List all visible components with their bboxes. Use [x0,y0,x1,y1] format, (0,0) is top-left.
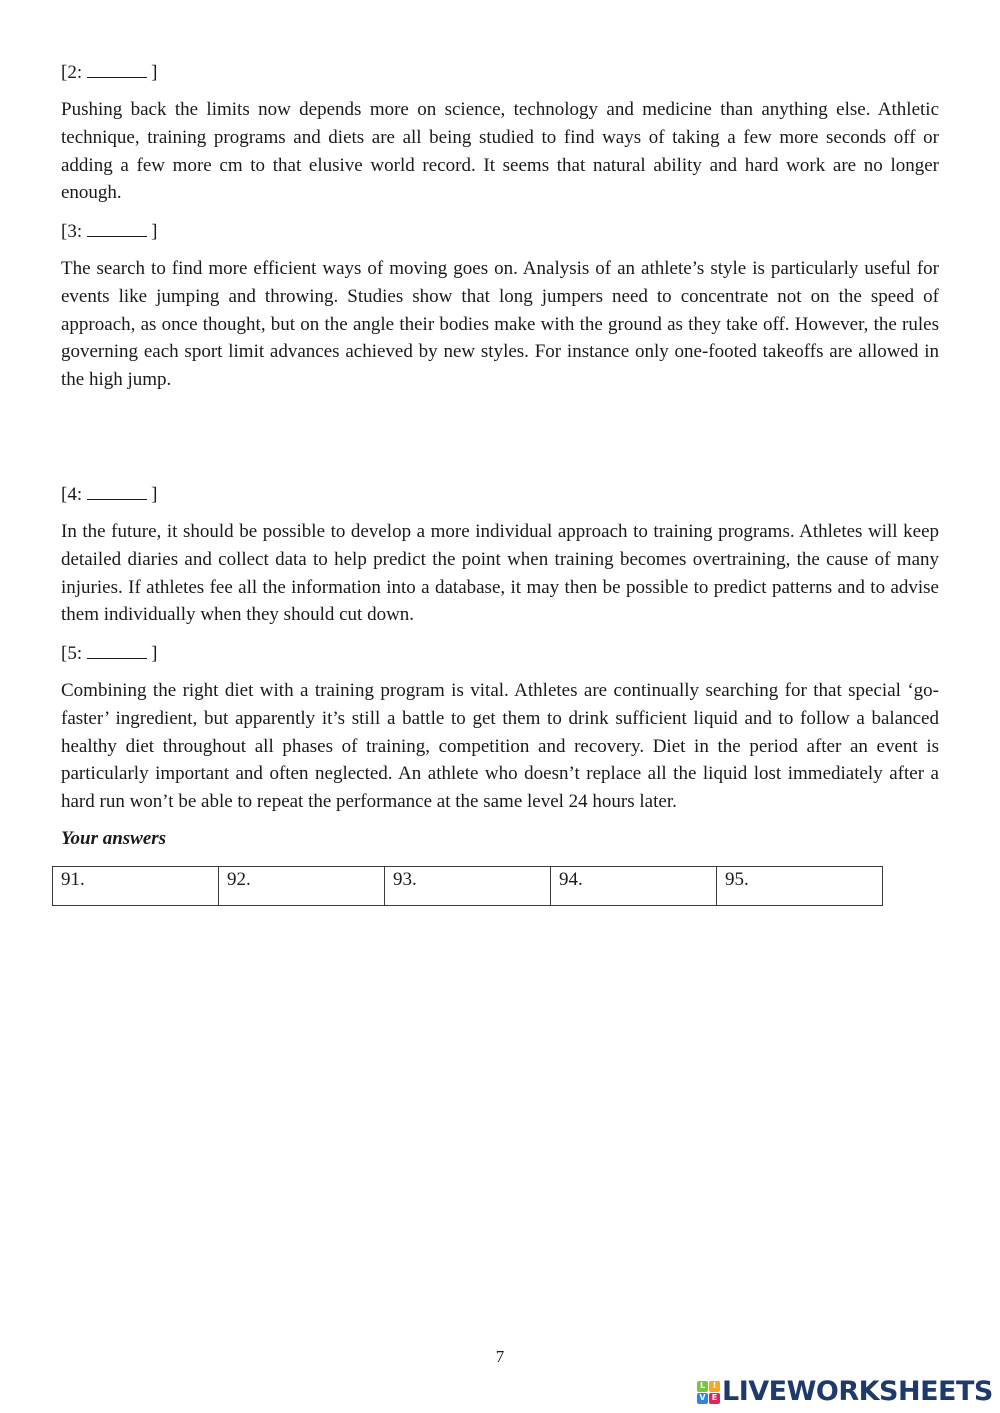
gap-label-3 [61,221,157,242]
answer-cell-93[interactable]: 93. [385,867,551,906]
gap-label-suffix: ] [151,62,158,83]
paragraph-2: Pushing back the limits now depends more on science, technology and medicine than anything else. Athletic technique, training programs and diets are all being studied to find ways of taking a few more seconds off or adding a few more cm to that elusive world record. It seems that natural ability and hard work are no longer enough. [61,99,939,204]
tile-v: V [697,1393,708,1404]
paragraph-3: The search to find more efficient ways of moving goes on. Analysis of an athlete’s style is particularly useful for events like jumping and throwing. Studies show that long jumpers need to concentrate not on the speed of approach, as once thought, but on the angle their bodies make with the ground as they take off. However, the rules governing each sport limit advances achieved by new styles. For instance only one-footed takeoffs are allowed in the high jump. [61,258,939,391]
answer-cell-92[interactable]: 92. [219,867,385,906]
gap-label-4 [61,484,157,505]
gap-label-2 [61,62,157,83]
gap-label-prefix: [5: [61,643,83,664]
answers-title: Your answers [61,828,167,849]
gap-label-prefix: [4: [61,484,83,505]
gap-blank-4[interactable] [87,484,147,500]
liveworksheets-logo[interactable] [697,1377,993,1407]
live-tiles-icon [697,1381,720,1404]
answer-cell-94[interactable]: 94. [551,867,717,906]
gap-label-suffix: ] [151,643,158,664]
gap-label-suffix: ] [151,221,158,242]
gap-blank-3[interactable] [87,221,147,237]
gap-label-prefix: [2: [61,62,83,83]
answers-table [52,866,883,906]
brand-text: LIVEWORKSHEETS [722,1376,993,1407]
answer-cell-91[interactable]: 91. [53,867,219,906]
gap-blank-5[interactable] [87,643,147,659]
page-number: 7 [495,1347,505,1366]
tile-l: L [697,1381,708,1392]
gap-label-suffix: ] [151,484,158,505]
gap-label-prefix: [3: [61,221,83,242]
paragraph-5: Combining the right diet with a training program is vital. Athletes are continually searching for that special ‘go-faster’ ingredient, but apparently it’s still a battle to get them to drink sufficient liquid and to follow a balanced healthy diet throughout all phases of training, competition and recovery. Diet in the period after an event is particularly important and often neglected. An athlete who doesn’t replace all the liquid lost immediately after a hard run won’t be able to repeat the performance at the same level 24 hours later. [61,680,939,813]
gap-blank-2[interactable] [87,62,147,78]
tile-i: I [709,1381,720,1392]
tile-e: E [709,1393,720,1404]
answer-cell-95[interactable]: 95. [717,867,883,906]
gap-label-5 [61,643,157,664]
answers-row [53,867,883,906]
paragraph-4: In the future, it should be possible to develop a more individual approach to training programs. Athletes will keep detailed diaries and collect data to help predict the point when training becomes overtraining, the cause of many injuries. If athletes fee all the information into a database, it may then be possible to predict patterns and to advise them individually when they should cut down. [61,521,939,626]
